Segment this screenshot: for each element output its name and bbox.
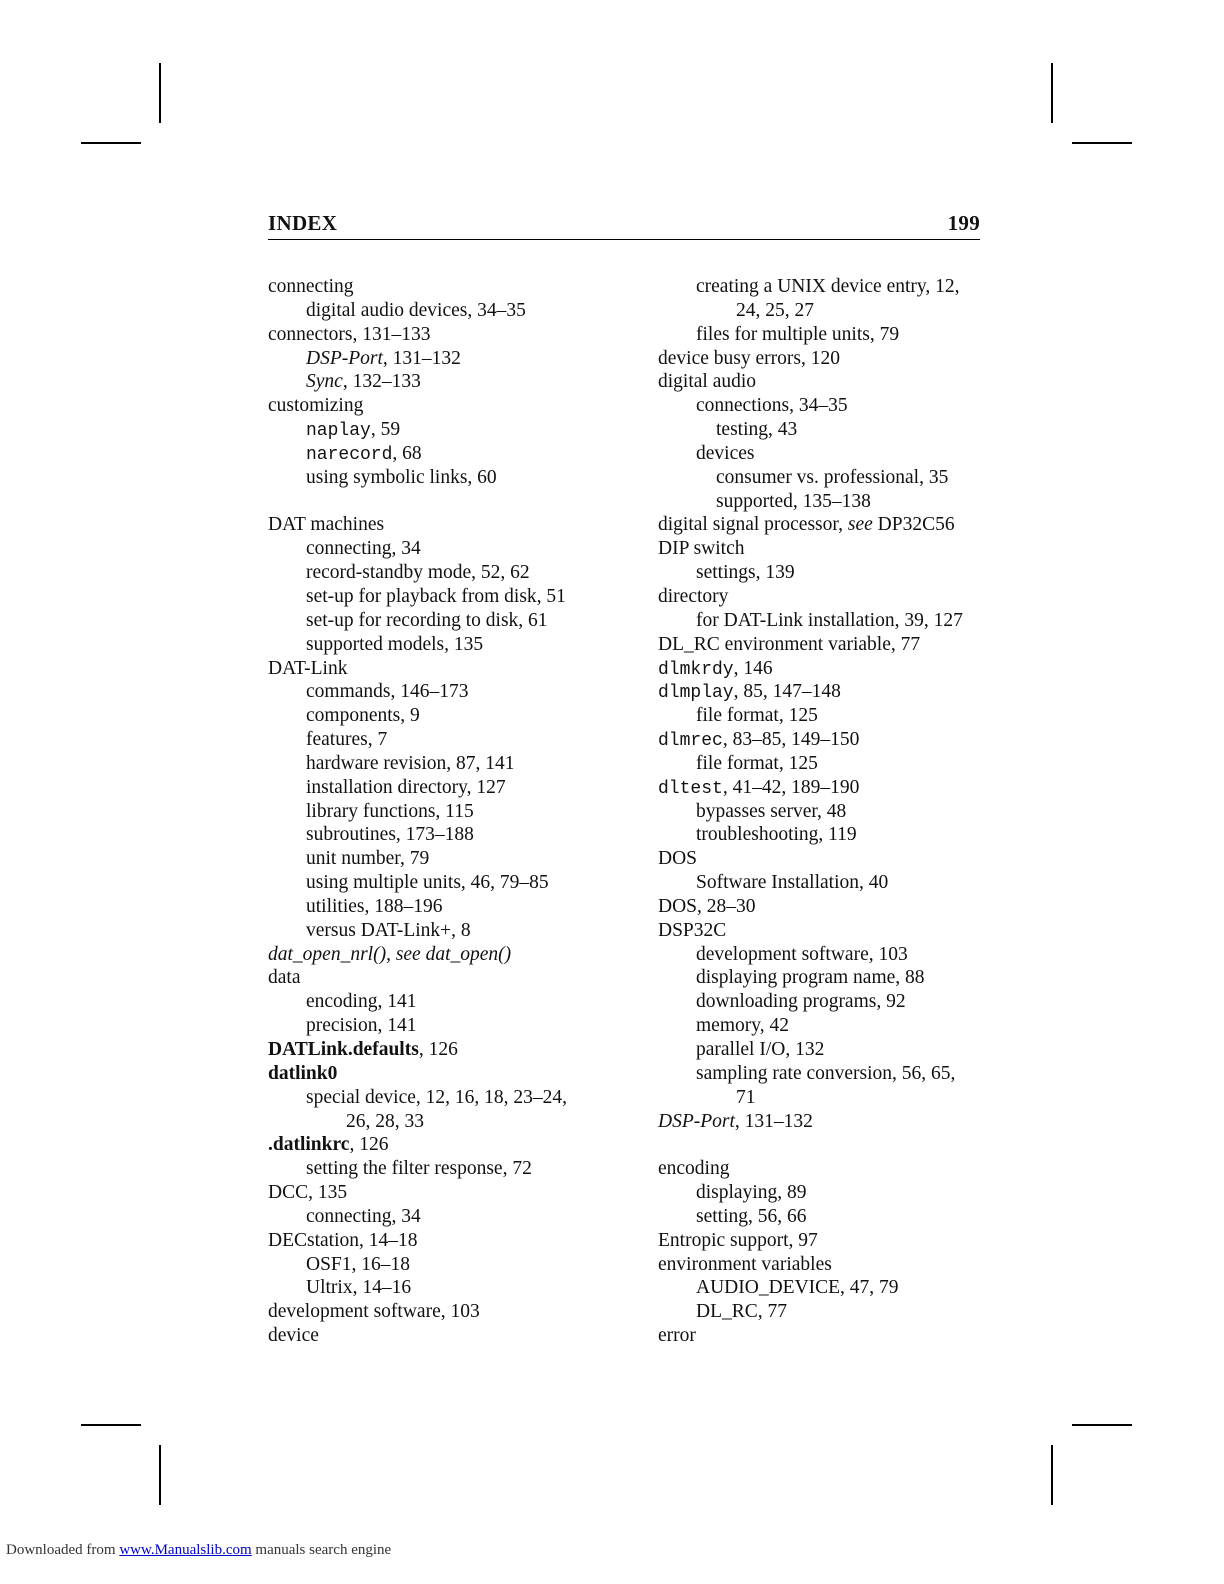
index-subentry: commands, 146–173 (306, 681, 469, 703)
index-subentry: sampling rate conversion, 56, 65, (696, 1062, 956, 1084)
index-subentry (268, 418, 628, 442)
index-subsubentry: testing, 43 (716, 419, 798, 441)
index-subentry (268, 370, 628, 394)
index-subentry-continued: 24, 25, 27 (736, 299, 814, 321)
index-subentry: displaying, 89 (696, 1182, 807, 1204)
page-refs: , 131–132 (734, 1110, 813, 1132)
footer-prefix: Downloaded from (6, 1542, 120, 1558)
index-entry: environment variables (658, 1253, 832, 1275)
index-entry: device busy errors, 120 (658, 347, 840, 369)
command-narecord: narecord (306, 444, 393, 465)
index-subentry: OSF1, 16–18 (306, 1253, 411, 1275)
index-subentry: DL_RC, 77 (696, 1301, 788, 1323)
index-subentry: file format, 125 (696, 752, 818, 774)
index-subentry: development software, 103 (696, 943, 908, 965)
page-title: INDEX (268, 211, 338, 235)
index-subentry: hardware revision, 87, 141 (306, 752, 515, 774)
term-datlinkrc: .datlinkrc (268, 1134, 350, 1156)
index-entry: DCC, 135 (268, 1182, 348, 1204)
index-subentry: encoding, 141 (306, 991, 417, 1013)
index-subentry: supported models, 135 (306, 633, 484, 655)
index-subentry: special device, 12, 16, 18, 23–24, (306, 1086, 568, 1108)
page-number: 199 (947, 211, 980, 235)
command-dlmrec: dlmrec (658, 731, 723, 752)
index-entry (658, 680, 998, 704)
index-subentry: library functions, 115 (306, 800, 474, 822)
index-subentry: subroutines, 173–188 (306, 824, 474, 846)
crop-mark-bottom-right-vertical (1051, 1445, 1053, 1505)
index-subentry-continued: 26, 28, 33 (346, 1110, 424, 1132)
index-subentry: creating a UNIX device entry, 12, (696, 276, 960, 297)
command-dltest: dltest (658, 778, 723, 799)
index-subentry: set-up for playback from disk, 51 (306, 585, 566, 607)
index-subentry: devices (696, 442, 755, 464)
index-entry (658, 513, 998, 537)
group-separator (268, 490, 628, 514)
index-subentry: files for multiple units, 79 (696, 323, 900, 345)
index-entry: DOS, 28–30 (658, 895, 756, 917)
command-dlmkrdy: dlmkrdy (658, 659, 734, 680)
index-subentry: record-standby mode, 52, 62 (306, 562, 530, 584)
index-entry: connectors, 131–133 (268, 323, 431, 345)
index-subentry: bypasses server, 48 (696, 800, 847, 822)
index-subentry: features, 7 (306, 729, 388, 751)
index-subentry: connections, 34–35 (696, 395, 848, 417)
index-entry: DSP32C (658, 919, 727, 941)
page-refs: , 68 (392, 442, 422, 464)
term-dsp: digital signal processor, (658, 514, 848, 536)
index-entry: DL_RC environment variable, 77 (658, 633, 921, 655)
crop-mark-top-left-vertical (159, 63, 161, 123)
index-subentry: for DAT-Link installation, 39, 127 (696, 609, 963, 631)
crop-mark-top-right-horizontal (1072, 142, 1132, 144)
crop-mark-bottom-left-vertical (159, 1445, 161, 1505)
index-subentry: set-up for recording to disk, 61 (306, 609, 548, 631)
see-target: DP32C56 (872, 514, 955, 536)
index-entry (658, 728, 998, 752)
term-sync: Sync (306, 371, 343, 393)
index-subentry: unit number, 79 (306, 848, 430, 870)
index-subentry: versus DAT-Link+, 8 (306, 919, 471, 941)
index-entry: DECstation, 14–18 (268, 1229, 418, 1251)
term-dsp-port: DSP-Port (306, 347, 383, 369)
index-entry (658, 1110, 998, 1134)
page-refs: , 126 (349, 1134, 389, 1156)
index-subentry: using multiple units, 46, 79–85 (306, 872, 549, 894)
see-reference: see (847, 514, 873, 536)
index-entry: customizing (268, 395, 364, 417)
footer-suffix: manuals search engine (251, 1542, 392, 1558)
index-entry (268, 1038, 628, 1062)
index-subentry: parallel I/O, 132 (696, 1039, 825, 1060)
crop-mark-top-right-vertical (1051, 63, 1053, 123)
index-entry: directory (658, 585, 729, 607)
index-subentry: setting, 56, 66 (696, 1205, 807, 1227)
index-entry: data (268, 967, 301, 989)
index-subentry: digital audio devices, 34–35 (306, 299, 526, 321)
index-entry: Entropic support, 97 (658, 1229, 818, 1251)
index-entry: error (658, 1325, 696, 1347)
page-refs: , 132–133 (342, 371, 421, 393)
index-subentry: memory, 42 (696, 1015, 789, 1037)
page-refs: , 59 (370, 419, 401, 441)
index-subentry (268, 442, 628, 466)
index-subentry: file format, 125 (696, 705, 818, 727)
index-entry-dat-open-nrl: dat_open_nrl(), see dat_open() (268, 943, 512, 965)
page-header (268, 211, 980, 240)
page-refs: , 131–132 (382, 347, 461, 369)
index-entry: DIP switch (658, 538, 745, 560)
index-entry: DAT machines (268, 514, 385, 536)
download-footer (6, 1542, 391, 1559)
page-refs: , 83–85, 149–150 (722, 729, 860, 751)
index-subentry: precision, 141 (306, 1015, 417, 1037)
index-subentry: utilities, 188–196 (306, 895, 443, 917)
command-dlmplay: dlmplay (658, 683, 734, 704)
group-separator (658, 1133, 998, 1157)
command-naplay: naplay (306, 421, 371, 442)
index-subentry (268, 347, 628, 371)
index-entry (268, 1133, 628, 1157)
index-subentry: AUDIO_DEVICE, 47, 79 (696, 1277, 899, 1299)
index-subentry-continued: 71 (736, 1086, 756, 1108)
index-entry: device (268, 1325, 319, 1347)
index-subentry: settings, 139 (696, 562, 795, 584)
crop-mark-bottom-right-horizontal (1072, 1424, 1132, 1426)
index-subentry: downloading programs, 92 (696, 991, 906, 1013)
index-entry: DAT-Link (268, 657, 348, 679)
index-entry-datlink0: datlink0 (268, 1062, 338, 1084)
index-subsubentry: supported, 135–138 (716, 490, 871, 512)
crop-mark-bottom-left-horizontal (81, 1424, 141, 1426)
index-entry: encoding (658, 1158, 730, 1180)
crop-mark-top-left-horizontal (81, 142, 141, 144)
index-subentry: using symbolic links, 60 (306, 466, 497, 488)
index-subentry: connecting, 34 (306, 538, 421, 560)
index-entry (658, 657, 998, 681)
index-column-right (658, 275, 998, 1348)
page-refs: , 85, 147–148 (733, 681, 841, 703)
term-dsp-port: DSP-Port (658, 1110, 735, 1132)
page-refs: , 126 (418, 1039, 458, 1060)
index-entry: DOS (658, 848, 698, 870)
index-subentry: connecting, 34 (306, 1205, 421, 1227)
index-subentry: troubleshooting, 119 (696, 824, 857, 846)
index-subentry: installation directory, 127 (306, 776, 506, 798)
index-entry (658, 776, 998, 800)
index-entry: connecting (268, 276, 354, 297)
index-subentry: Software Installation, 40 (696, 872, 889, 894)
page-refs: , 146 (733, 657, 773, 679)
index-subentry: setting the filter response, 72 (306, 1158, 532, 1180)
index-column-left (268, 275, 628, 1348)
page-refs: , 41–42, 189–190 (722, 776, 860, 798)
index-subentry: displaying program name, 88 (696, 967, 925, 989)
index-entry: digital audio (658, 371, 757, 393)
manualslib-link[interactable]: www.Manualslib.com (119, 1542, 252, 1558)
index-subentry: components, 9 (306, 705, 420, 727)
index-entry: development software, 103 (268, 1301, 480, 1323)
term-datlink-defaults: DATLink.defaults (268, 1039, 419, 1060)
index-subsubentry: consumer vs. professional, 35 (716, 466, 949, 488)
index-subentry: Ultrix, 14–16 (306, 1277, 412, 1299)
